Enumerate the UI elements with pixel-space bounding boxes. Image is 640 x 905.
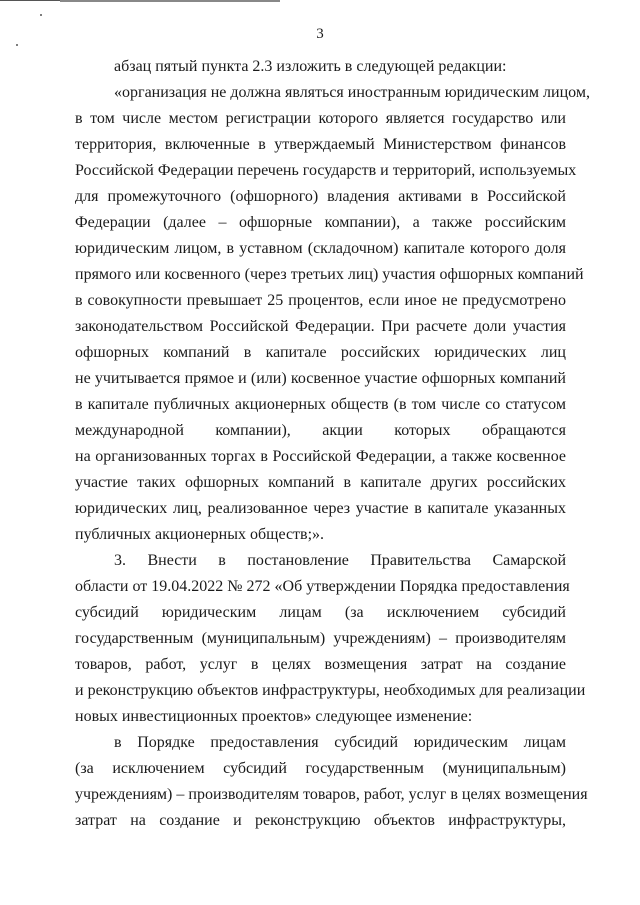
scan-speck <box>16 44 18 46</box>
text-line: в Порядке предоставления субсидий юридическим лицам <box>114 734 566 751</box>
text-line: офшорных компаний в капитале российских юридических лиц <box>75 344 566 361</box>
scan-edge-mark <box>0 0 60 1</box>
scan-edge-mark <box>60 0 280 2</box>
text-line: субсидий юридическим лицам (за исключением субсидий <box>75 604 566 621</box>
text-line: в совокупности превышает 25 процентов, если иное не предусмотрено <box>75 292 566 309</box>
scan-speck <box>40 14 42 16</box>
text-line: учреждениям) – производителям товаров, работ, услуг в целях возмещения <box>75 786 588 803</box>
text-line: на организованных торгах в Российской Федерации, а также косвенное <box>75 448 566 465</box>
page-number: 3 <box>316 26 324 42</box>
text-line: публичных акционерных обществ;». <box>75 526 325 543</box>
text-line: 3. Внести в постановление Правительства Самарской <box>114 552 566 569</box>
text-line: «организация не должна являться иностранным юридическим лицом, <box>114 84 590 101</box>
text-line: международной компании), акции которых обращаются <box>75 422 566 439</box>
document-body <box>75 56 590 836</box>
paragraph <box>75 732 588 836</box>
text-line: абзац пятый пункта 2.3 изложить в следующей редакции: <box>114 58 507 75</box>
text-line: Российской Федерации перечень государств и территорий, используемых <box>75 162 577 179</box>
text-line: товаров, работ, услуг в целях возмещения затрат на создание <box>75 656 566 673</box>
text-line: юридическим лицом, в уставном (складочном) капитале которого доля <box>75 240 566 257</box>
text-line: территория, включенные в утверждаемый Министерством финансов <box>75 136 566 153</box>
text-line: участие таких офшорных компаний в капитале других российских <box>75 474 566 491</box>
text-line: государственным (муниципальным) учреждениям) – производителям <box>75 630 566 647</box>
text-line: не учитывается прямое и (или) косвенное участие офшорных компаний <box>75 370 566 387</box>
text-line: в капитале публичных акционерных обществ (в том числе со статусом <box>75 396 566 413</box>
paragraph <box>75 56 566 82</box>
text-line: области от 19.04.2022 № 272 «Об утверждении Порядка предоставления <box>75 578 570 595</box>
text-line: Федерации (далее – офшорные компании), а также российским <box>75 214 566 231</box>
text-line: законодательством Российской Федерации. При расчете доли участия <box>75 318 566 335</box>
text-line: прямого или косвенного (через третьих лиц) участия офшорных компаний <box>75 266 584 283</box>
text-line: новых инвестиционных проектов» следующее изменение: <box>75 708 473 725</box>
text-line: для промежуточного (офшорного) владения активами в Российской <box>75 188 566 205</box>
text-line: затрат на создание и реконструкцию объектов инфраструктуры, <box>75 812 566 829</box>
text-line: (за исключением субсидий государственным (муниципальным) <box>75 760 566 777</box>
paragraph <box>75 550 586 732</box>
text-line: в том числе местом регистрации которого является государство или <box>75 110 566 127</box>
text-line: юридических лиц, реализованное через участие в капитале указанных <box>75 500 566 517</box>
text-line: и реконструкцию объектов инфраструктуры, необходимых для реализации <box>75 682 586 699</box>
paragraph <box>75 82 590 550</box>
